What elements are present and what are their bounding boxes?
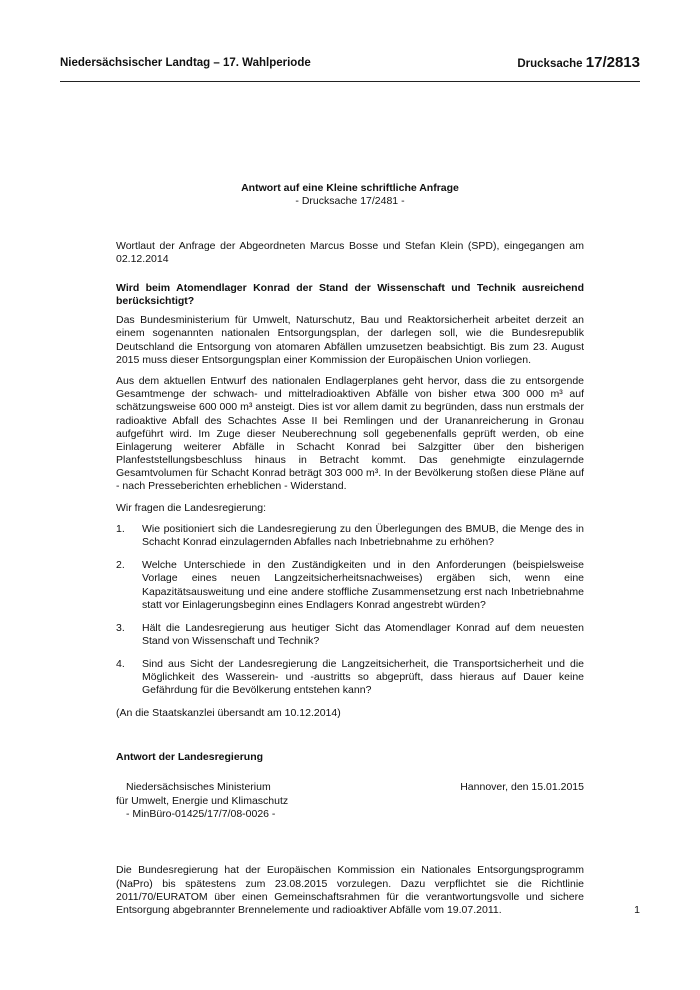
question-text: Hält die Landesregierung aus heutiger Sicht das Atomendlager Konrad auf dem neuesten Stand von Wissenschaft und Technik?	[142, 621, 584, 647]
forwarded-note: (An die Staatskanzlei übersandt am 10.12.2014)	[116, 707, 341, 720]
document-number	[517, 54, 640, 71]
document-title	[60, 182, 640, 208]
body-paragraph: Das Bundesministerium für Umwelt, Naturschutz, Bau und Reaktorsicherheit arbeitet derzeit an einem sogenannten nationalen Entsorgungsplan, der darlegen soll, wie die Bundesrepublik Deutschland die Entsorgung von atomaren Abfällen umzusetzen beabsichtigt. Bis zum 23. August 2015 muss dieser Entsorgungsplan einer Kommission der Europäischen Union vorliegen.	[116, 314, 584, 366]
document-body	[116, 240, 584, 925]
question-item	[116, 559, 584, 611]
ministry-reference: - MinBüro-01425/17/7/08-0026 -	[126, 807, 276, 820]
ask-intro: Wir fragen die Landesregierung:	[116, 501, 267, 514]
title-line: Antwort auf eine Kleine schriftliche Anfrage	[241, 182, 459, 194]
question-text: Sind aus Sicht der Landesregierung die Langzeitsicherheit, die Transportsicherheit und die Möglichkeit des Wasserein- und -austritts so abgeprüft, dass hieraus auf Dauer keine Gefährdung für die Bevölkerung entstehen kann?	[142, 657, 584, 697]
page-number: 1	[634, 904, 640, 916]
document-number-value: 17/2813	[585, 54, 640, 71]
question-number: 3.	[116, 621, 125, 634]
intro-paragraph: Wortlaut der Anfrage der Abgeordneten Marcus Bosse und Stefan Klein (SPD), eingegangen am 02.12.2014	[116, 240, 584, 266]
ministry-address	[116, 781, 288, 820]
question-number: 4.	[116, 657, 125, 670]
document-number-label: Drucksache	[517, 58, 583, 70]
page-header	[60, 54, 640, 74]
header-divider	[60, 81, 640, 82]
parliament-label: Niedersächsischer Landtag – 17. Wahlperiode	[60, 57, 311, 69]
ministry-name: Niedersächsisches Ministerium	[126, 781, 271, 794]
question-item	[116, 658, 584, 697]
body-paragraph: Aus dem aktuellen Entwurf des nationalen Endlagerplanes geht hervor, dass die zu entsorgende Gesamtmenge der schwach- und mittelradioaktiven Abfälle von bisher etwa 300 000 m³ auf schätzungsweise 600 000 m³ ansteigt. Dies ist vor allem damit zu begründen, dass nun erstmals der radioaktive Abfall des Schachtes Asse II bei Remlingen und der Urananreicherung in Gronau aufgeführt wird. Im Zuge dieser Neuberechnung soll gegebenenfalls geprüft werden, ob eine Einlagerung weiterer Abfälle in Schacht Konrad bei Salzgitter über den bisherigen Planfeststellungsbeschluss hinaus in Betracht kommt. Das genehmigte einzulagernde Gesamtvolumen für Schacht Konrad beträgt 303 000 m³. In der Bevölkerung stoßen diese Pläne auf - nach Presseberichten erheblichen - Widerstand.	[116, 375, 584, 492]
question-text: Wie positioniert sich die Landesregierung zu den Überlegungen des BMUB, die Menge des in Schacht Konrad einzulagernden Abfalles nach Inbetriebnahme zu erhöhen?	[142, 523, 584, 549]
question-heading: Wird beim Atomendlager Konrad der Stand der Wissenschaft und Technik ausreichend berücksichtigt?	[116, 282, 584, 308]
question-item	[116, 622, 584, 648]
question-item	[116, 523, 584, 549]
ministry-block	[116, 781, 584, 821]
answer-paragraph: Die Bundesregierung hat der Europäischen Kommission ein Nationales Entsorgungsprogramm (NaPro) bis spätestens zum 23.08.2015 vorzulegen. Dazu verpflichtet sie die Richtlinie 2011/70/EURATOM über einen Gemeinschaftsrahmen für die verantwortungsvolle und sichere Entsorgung abgebrannter Brennelemente und radioaktiver Abfälle vom 19.07.2011.	[116, 864, 584, 916]
question-text: Welche Unterschiede in den Zuständigkeiten und in den Anforderungen (beispielsweise Vorlage eines neuen Langzeitsicherheitsnachweises) ergäben sich, wenn eine Kapazitätsausweitung und eine andere stoffliche Zusammensetzung erst nach Inbetriebnahme statt vor Einlagerungsbeginn eines Endlagers Konrad angestrebt würden?	[142, 559, 584, 611]
ministry-department: für Umwelt, Energie und Klimaschutz	[116, 794, 289, 807]
answer-heading: Antwort der Landesregierung	[116, 751, 264, 764]
place-date: Hannover, den 15.01.2015	[460, 781, 584, 794]
question-number: 2.	[116, 559, 125, 572]
title-reference: - Drucksache 17/2481 -	[295, 195, 405, 207]
question-list	[116, 523, 584, 697]
question-number: 1.	[116, 523, 125, 536]
